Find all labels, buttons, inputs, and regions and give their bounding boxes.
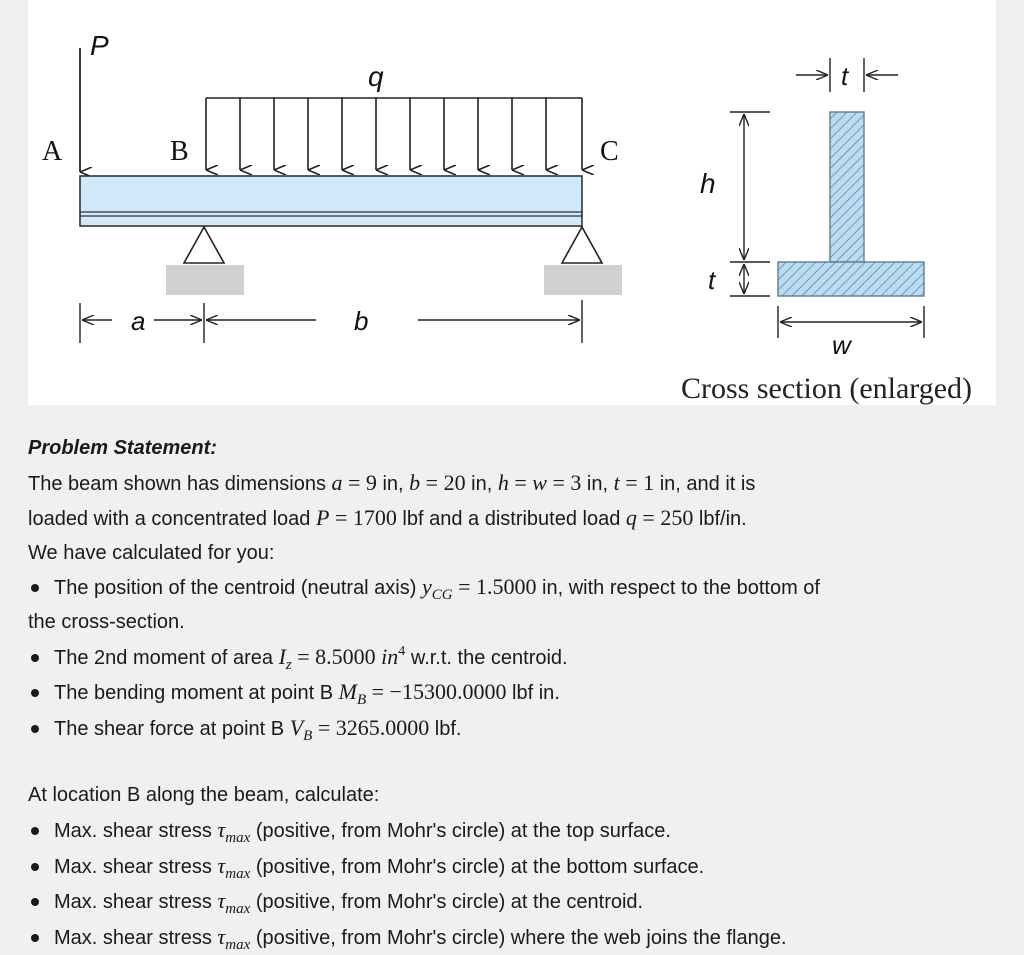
task-item: Max. shear stress $\tau_{max}$ (positive, from Mohr's circle) at the top surface. [28, 813, 998, 849]
task-item: Max. shear stress $\tau_{max}$ (positive, from Mohr's circle) where the web joins the flange. [28, 920, 998, 955]
dimension-t-side [730, 264, 770, 296]
distributed-load-q [206, 98, 582, 170]
label-t-side: t [708, 265, 716, 295]
bullet-bending: The bending moment at point B $M_B = -15300.0000$ lbf in. [28, 675, 998, 711]
cross-section-caption: Cross section (enlarged) [681, 372, 973, 405]
label-b: b [354, 306, 369, 336]
label-P: P [90, 30, 109, 61]
bullet-moment-area: The 2nd moment of area $I_z = 8.5000$ $in^4$ w.r.t. the centroid. [28, 640, 998, 676]
location-heading: At location B along the beam, calculate: [28, 784, 380, 807]
cross-section [778, 112, 924, 296]
dimension-a-b [80, 300, 582, 343]
beam-figure [28, 0, 996, 405]
figure-panel [28, 0, 996, 405]
task-item: Max. shear stress $\tau_{max}$ (positive, from Mohr's circle) at the centroid. [28, 884, 998, 920]
label-a: a [131, 306, 146, 336]
dimension-w [778, 306, 924, 338]
label-C: C [600, 136, 619, 167]
dimension-h [730, 112, 770, 262]
bullet-shear: The shear force at point B $V_B = 3265.0000$ lbf. [28, 711, 998, 747]
label-h: h [700, 168, 716, 199]
task-item: Max. shear stress $\tau_{max}$ (positive, from Mohr's circle) at the bottom surface. [28, 849, 998, 885]
bullet-centroid-cont: the cross-section. [28, 610, 185, 633]
label-A: A [42, 136, 63, 167]
support-left [166, 227, 244, 295]
problem-heading: Problem Statement: [28, 437, 217, 459]
label-t-top: t [841, 61, 849, 91]
beam [80, 176, 582, 226]
label-B: B [170, 136, 189, 167]
support-right [544, 227, 622, 295]
calc-heading: We have calculated for you: [28, 541, 275, 564]
label-q: q [368, 61, 384, 92]
bullet-centroid: The position of the centroid (neutral axis) $y_{CG} = 1.5000$ in, with respect to the bottom of [28, 570, 998, 606]
label-w: w [832, 330, 851, 360]
intro-line-2: loaded with a concentrated load P = 1700 lbf and a distributed load q = 250 lbf/in. [28, 505, 747, 531]
problem-statement [28, 432, 998, 955]
spacer [28, 746, 998, 779]
intro-line-1: The beam shown has dimensions a = 9 in, b = 20 in, h = w = 3 in, t = 1 in, and it is [28, 469, 756, 495]
